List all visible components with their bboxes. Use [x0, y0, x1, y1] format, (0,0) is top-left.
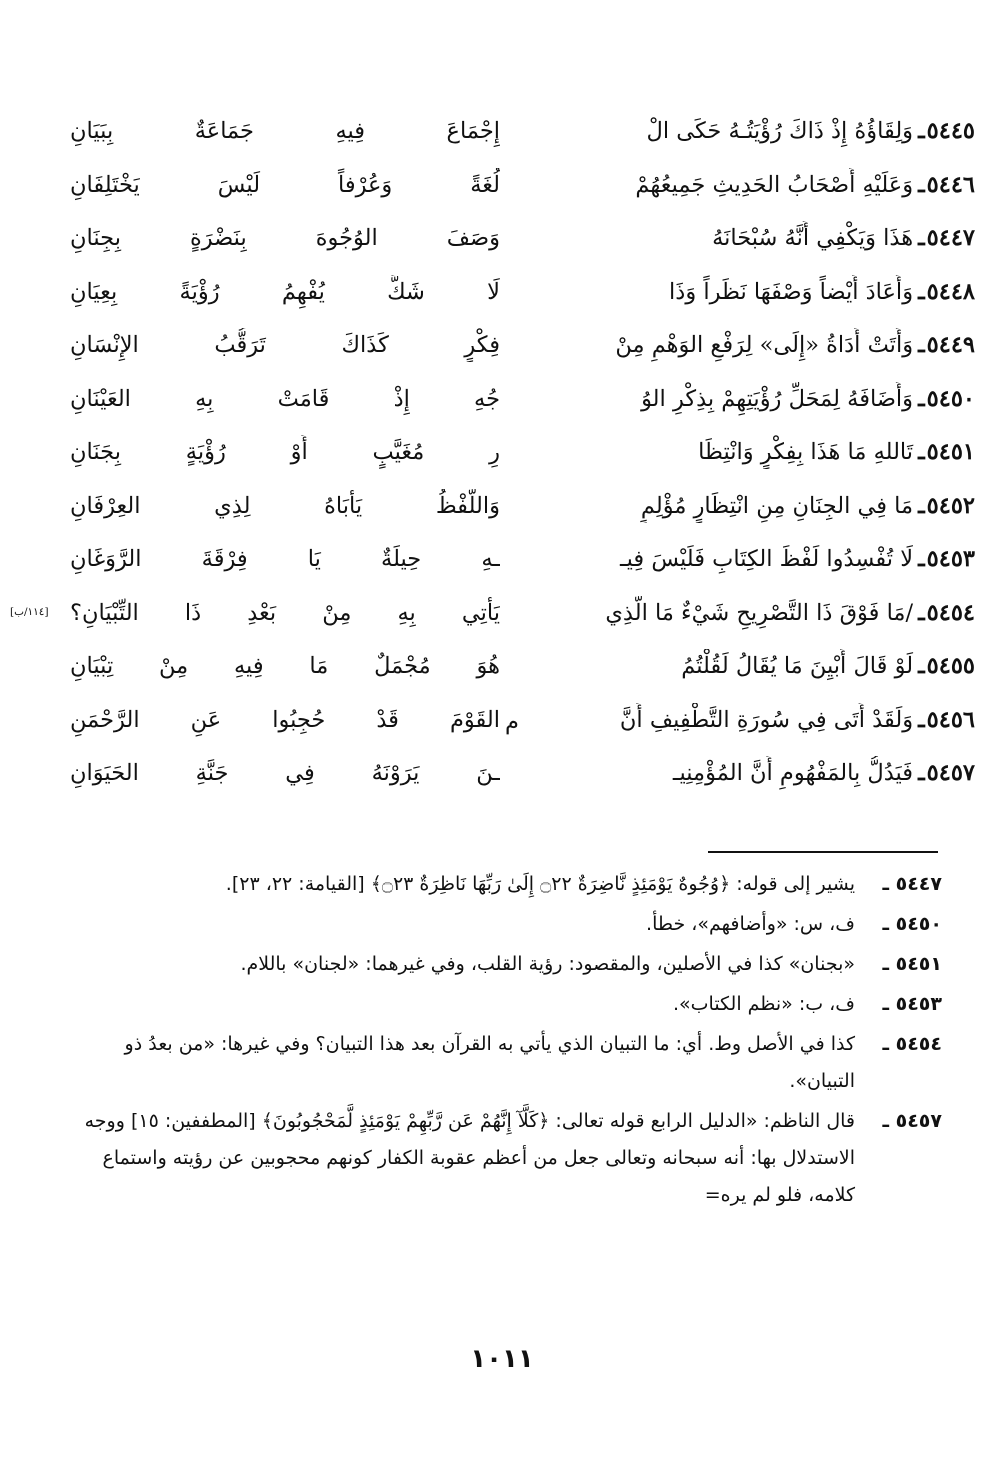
verse-number: ٥٤٥٤ — [926, 599, 975, 626]
verse-row — [70, 746, 975, 800]
verse-first-hemistich — [525, 489, 975, 523]
verse-list — [10, 104, 975, 800]
footnote-separator — [708, 851, 938, 853]
verse-second-hemistich: القَوْمَ قَدْ حُجِبُوا عَنِ الرَّحْمَنِ — [70, 706, 500, 733]
footnote-text: يشير إلى قوله: ﴿وُجُوهٌ يَوْمَئِذٍ نَّاضِرَةٌ ۝٢٢ إِلَىٰ رَبِّهَا نَاظِرَةٌ ۝٢٣﴾ [القيامة: ٢٢، ٢٣]. — [225, 873, 855, 895]
verse-dash: ـ — [918, 225, 925, 251]
verse-number: ٥٤٤٥ — [926, 118, 975, 144]
verse-row — [70, 479, 975, 533]
verse-row — [70, 425, 975, 479]
page-number: ١٠١١ — [470, 1344, 534, 1374]
verse-first-text: هَذَا وَيَكْفِي أَنَّهُ سُبْحَانَهُ — [712, 225, 914, 251]
footnote — [72, 1026, 942, 1100]
footnote — [72, 866, 942, 903]
footnote-text: قال الناظم: «الدليل الرابع قوله تعالى: ﴿كَلَّآ إِنَّهُمْ عَن رَّبِّهِمْ يَوْمَئِذٍ لَّمَحْجُوبُونَ﴾ [المطففين: ١٥] ووجه الاستدلال بها: أنه سبحانه وتعالى جعل من أعظم عقوبة الكفار كونهم محجوبين عن رؤيته واستماع كلامه، فلو لم يره= — [84, 1110, 855, 1206]
footnote-text: كذا في الأصل وط. أي: ما التبيان الذي يأتي به القرآن بعد هذا التبيان؟ وفي غيرها: «من بعدُ ذو التبيان». — [124, 1033, 855, 1092]
verse-row — [70, 265, 975, 319]
verse-first-hemistich — [525, 649, 975, 683]
verse-dash: ـ — [918, 760, 925, 786]
verse-second-hemistich: جُهِ إِذْ قَامَتْ بِهِ العَيْنَانِ — [70, 385, 500, 412]
footnote — [72, 946, 942, 983]
verse-number: ٥٤٤٨ — [926, 278, 975, 305]
verse-number: ٥٤٤٧ — [926, 225, 975, 251]
verse-first-text: لَوْ قَالَ أَبْيِنَ مَا يُقَالُ لَقُلْتُمُ — [681, 653, 914, 679]
verse-second-hemistich: فِكْرٍ كَذَاكَ تَرَقُّبُ الإِنْسَانِ — [70, 332, 500, 358]
verse-first-hemistich — [525, 221, 975, 255]
verse-second-hemistich: ـنَ يَرَوْنَهُ فِي جَنَّةِ الحَيَوَانِ — [70, 760, 500, 786]
footnote-number: ٥٤٤٧ ـ — [882, 873, 942, 895]
verse-dash: ـ — [918, 332, 925, 358]
footnote-number: ٥٤٥٣ ـ — [882, 993, 942, 1015]
verse-second-hemistich: لَا شَكَّ يُفْهِمُ رُؤْيَةً بِعِيَانِ — [70, 278, 500, 305]
footnote — [72, 986, 942, 1023]
verse-second-hemistich: لُغَةً وَعُرْفاً لَيْسَ يَخْتَلِفَانِ — [70, 171, 500, 198]
verse-first-text: مَا فِي الجِنَانِ مِنِ انْتِظَارٍ مُؤْلِمٍ — [640, 492, 914, 519]
verse-second-hemistich: يَأْتِي بِهِ مِنْ بَعْدِ ذَا التِّبْيَانِ؟ — [70, 599, 500, 626]
verse-second-hemistich: هُوَ مُجْمَلٌ مَا فِيهِ مِنْ تِبْيَانِ — [70, 653, 500, 679]
verse-row — [70, 532, 975, 586]
footnote-number: ٥٤٥١ ـ — [882, 953, 942, 975]
footnote-number: ٥٤٥٧ ـ — [882, 1110, 942, 1132]
verse-dash: ـ — [918, 599, 925, 626]
verse-first-text: فَيَدُلُّ بِالمَفْهُومِ أَنَّ المُؤْمِنِيـ — [672, 760, 914, 786]
verse-second-hemistich: ـهِ حِيلَةٌ يَا فِرْقَةَ الرَّوَغَانِ — [70, 546, 500, 572]
verse-number: ٥٤٤٩ — [926, 332, 975, 358]
verse-first-hemistich — [525, 756, 975, 790]
verse-first-text: وَلَقَدْ أَتَى فِي سُورَةِ التَّطْفِيفِ أَنَّ — [619, 706, 914, 733]
footnote-number: ٥٤٥٠ ـ — [882, 913, 942, 935]
verse-number: ٥٤٥١ — [926, 439, 975, 465]
verse-first-text: وَلِقَاؤُهُ إِذْ ذَاكَ رُؤْيَتُـهُ حَكَى الْ — [646, 118, 914, 144]
verse-dash: ـ — [918, 171, 925, 198]
verse-second-hemistich: وَاللَّفْظُ يَأْبَاهُ لِذِي العِرْفَانِ — [70, 492, 500, 519]
verse-row — [10, 586, 975, 640]
verse-number: ٥٤٥٥ — [926, 653, 975, 679]
verse-row — [70, 211, 975, 265]
verse-first-hemistich — [525, 435, 975, 469]
verse-row — [70, 318, 975, 372]
verse-row — [70, 104, 975, 158]
verse-first-text: وَعَلَيْهِ أَصْحَابُ الحَدِيثِ جَمِيعُهُمْ — [635, 171, 914, 198]
verse-dash: ـ — [918, 492, 925, 519]
verse-number: ٥٤٥٧ — [926, 760, 975, 786]
verse-first-text: تَاللهِ مَا هَذَا بِفِكْرٍ وَانْتِظَا — [698, 439, 914, 465]
verse-first-hemistich — [525, 542, 975, 576]
verse-dash: ـ — [918, 546, 925, 572]
footnote-list — [72, 866, 942, 1217]
verse-dash: ـ — [918, 278, 925, 305]
verse-second-hemistich: إِجْمَاعَ فِيهِ جَمَاعَةٌ بِبَيَانِ — [70, 118, 500, 144]
verse-first-text: /مَا فَوْقَ ذَا التَّصْرِيحِ شَيْءٌ مَا الَّذِي — [605, 599, 914, 626]
verse-number: ٥٤٥٣ — [926, 546, 975, 572]
footnote-number: ٥٤٥٤ ـ — [882, 1033, 942, 1055]
verse-first-hemistich — [525, 114, 975, 148]
verse-fragment: م — [505, 708, 519, 735]
verse-first-text: وَأَعَادَ أَيْضاً وَصْفَهَا نَظَراً وَذَا — [669, 278, 914, 305]
verse-first-text: لَا تُفْسِدُوا لَفْظَ الكِتَابِ فَلَيْسَ فِيـ — [620, 546, 914, 572]
verse-first-hemistich — [525, 328, 975, 362]
verse-first-text: وَأَضَافَهُ لِمَحَلِّ رُؤْيَتِهِمْ بِذِكْرِ الوُ — [641, 385, 914, 412]
footnote-text: «بجنان» كذا في الأصلين، والمقصود: رؤية القلب، وفي غيرهما: «لجنان» باللام. — [240, 953, 855, 975]
footnote-text: ف، ب: «نظم الكتاب». — [672, 993, 855, 1015]
verse-number: ٥٤٥٠ — [926, 385, 975, 412]
verse-first-hemistich — [525, 703, 975, 737]
verse-dash: ـ — [918, 118, 925, 144]
footnote-text: ف، س: «وأضافهم»، خطأ. — [646, 913, 855, 935]
verse-number: ٥٤٥٢ — [926, 492, 975, 519]
verse-first-hemistich — [525, 596, 975, 630]
verse-first-hemistich — [525, 168, 975, 202]
manuscript-folio-mark: [١١٤/ب] — [10, 605, 49, 618]
verse-dash: ـ — [918, 385, 925, 412]
verse-row — [70, 693, 975, 747]
verse-dash: ـ — [918, 439, 925, 465]
verse-number: ٥٤٤٦ — [926, 171, 975, 198]
verse-row — [70, 158, 975, 212]
verse-first-hemistich — [525, 275, 975, 309]
verse-dash: ـ — [918, 706, 925, 733]
verse-row — [70, 639, 975, 693]
verse-dash: ـ — [918, 653, 925, 679]
verse-row — [70, 372, 975, 426]
verse-number: ٥٤٥٦ — [926, 706, 975, 733]
verse-first-text: وَأَتَتْ أَدَاةُ «إِلَى» لِرَفْعِ الوَهْمِ مِنْ — [615, 332, 914, 358]
footnote — [72, 906, 942, 943]
footnote — [72, 1103, 942, 1214]
verse-second-hemistich: وَصَفَ الوُجُوهَ بِنَضْرَةٍ بِجِنَانِ — [70, 225, 500, 251]
verse-second-hemistich: رِ مُغَيَّبٍ أَوْ رُؤْيَةٍ بِجَنَانِ — [70, 439, 500, 465]
verse-first-hemistich — [525, 382, 975, 416]
